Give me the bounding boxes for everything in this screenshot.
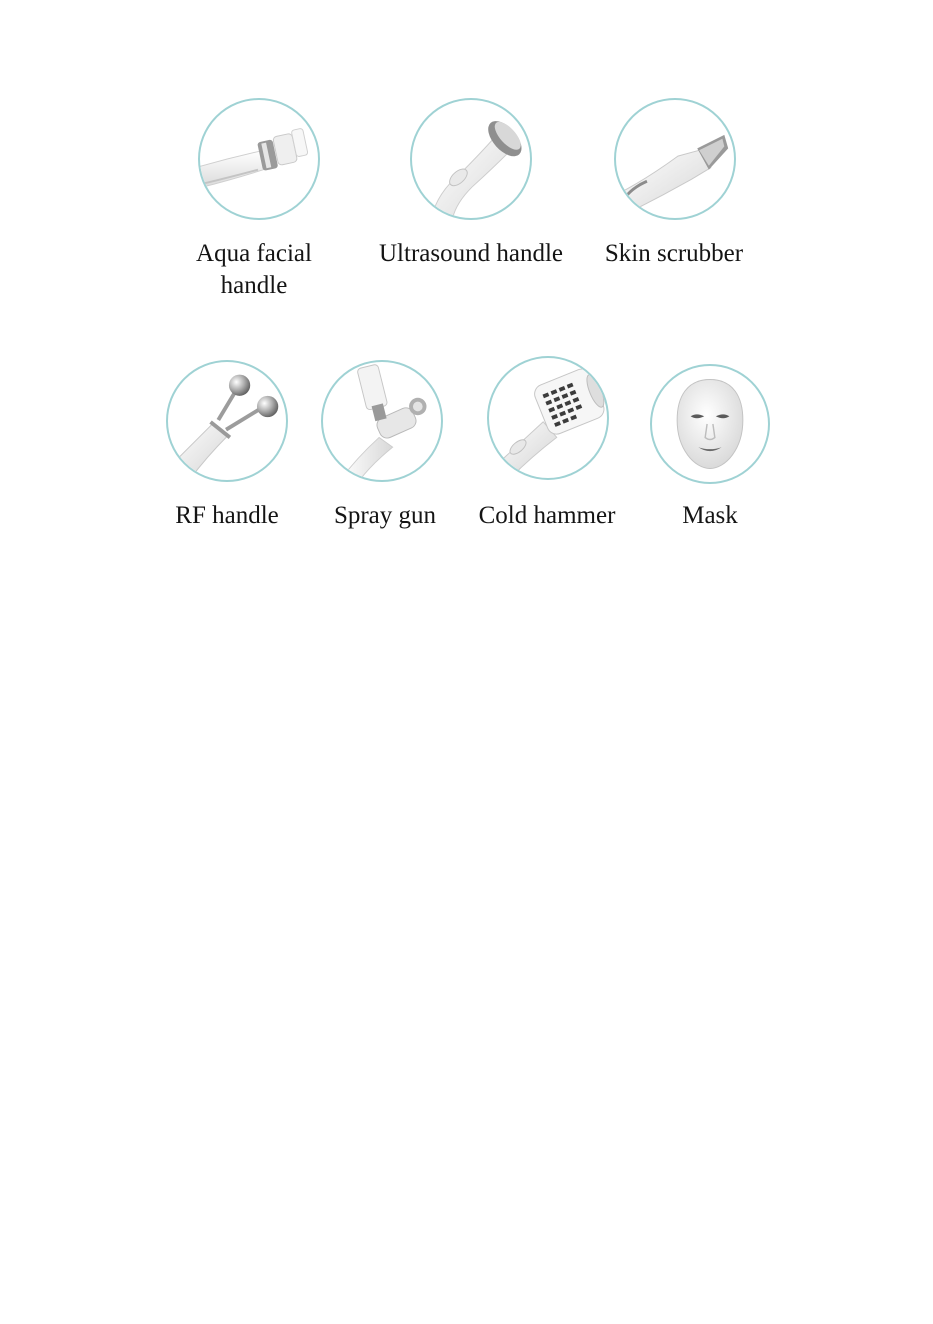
cold-hammer-icon	[487, 356, 609, 480]
skin-scrubber-icon	[614, 98, 736, 220]
rf-handle-icon	[166, 360, 288, 482]
accessory-label: RF handle	[175, 502, 279, 529]
accessory-label	[172, 238, 336, 302]
accessory-label-line1: Aqua facial	[196, 240, 312, 267]
mask-icon	[650, 364, 770, 484]
accessory-label: Mask	[682, 502, 738, 529]
accessory-label: Ultrasound handle	[379, 240, 563, 267]
aqua-facial-handle-icon	[198, 98, 320, 220]
accessory-label: Cold hammer	[478, 502, 616, 529]
accessory-label-line2: handle	[220, 272, 288, 299]
ultrasound-handle-icon	[410, 98, 532, 220]
spray-gun-icon	[321, 360, 443, 482]
accessory-label: Spray gun	[333, 502, 437, 529]
accessory-label: Skin scrubber	[604, 240, 744, 267]
